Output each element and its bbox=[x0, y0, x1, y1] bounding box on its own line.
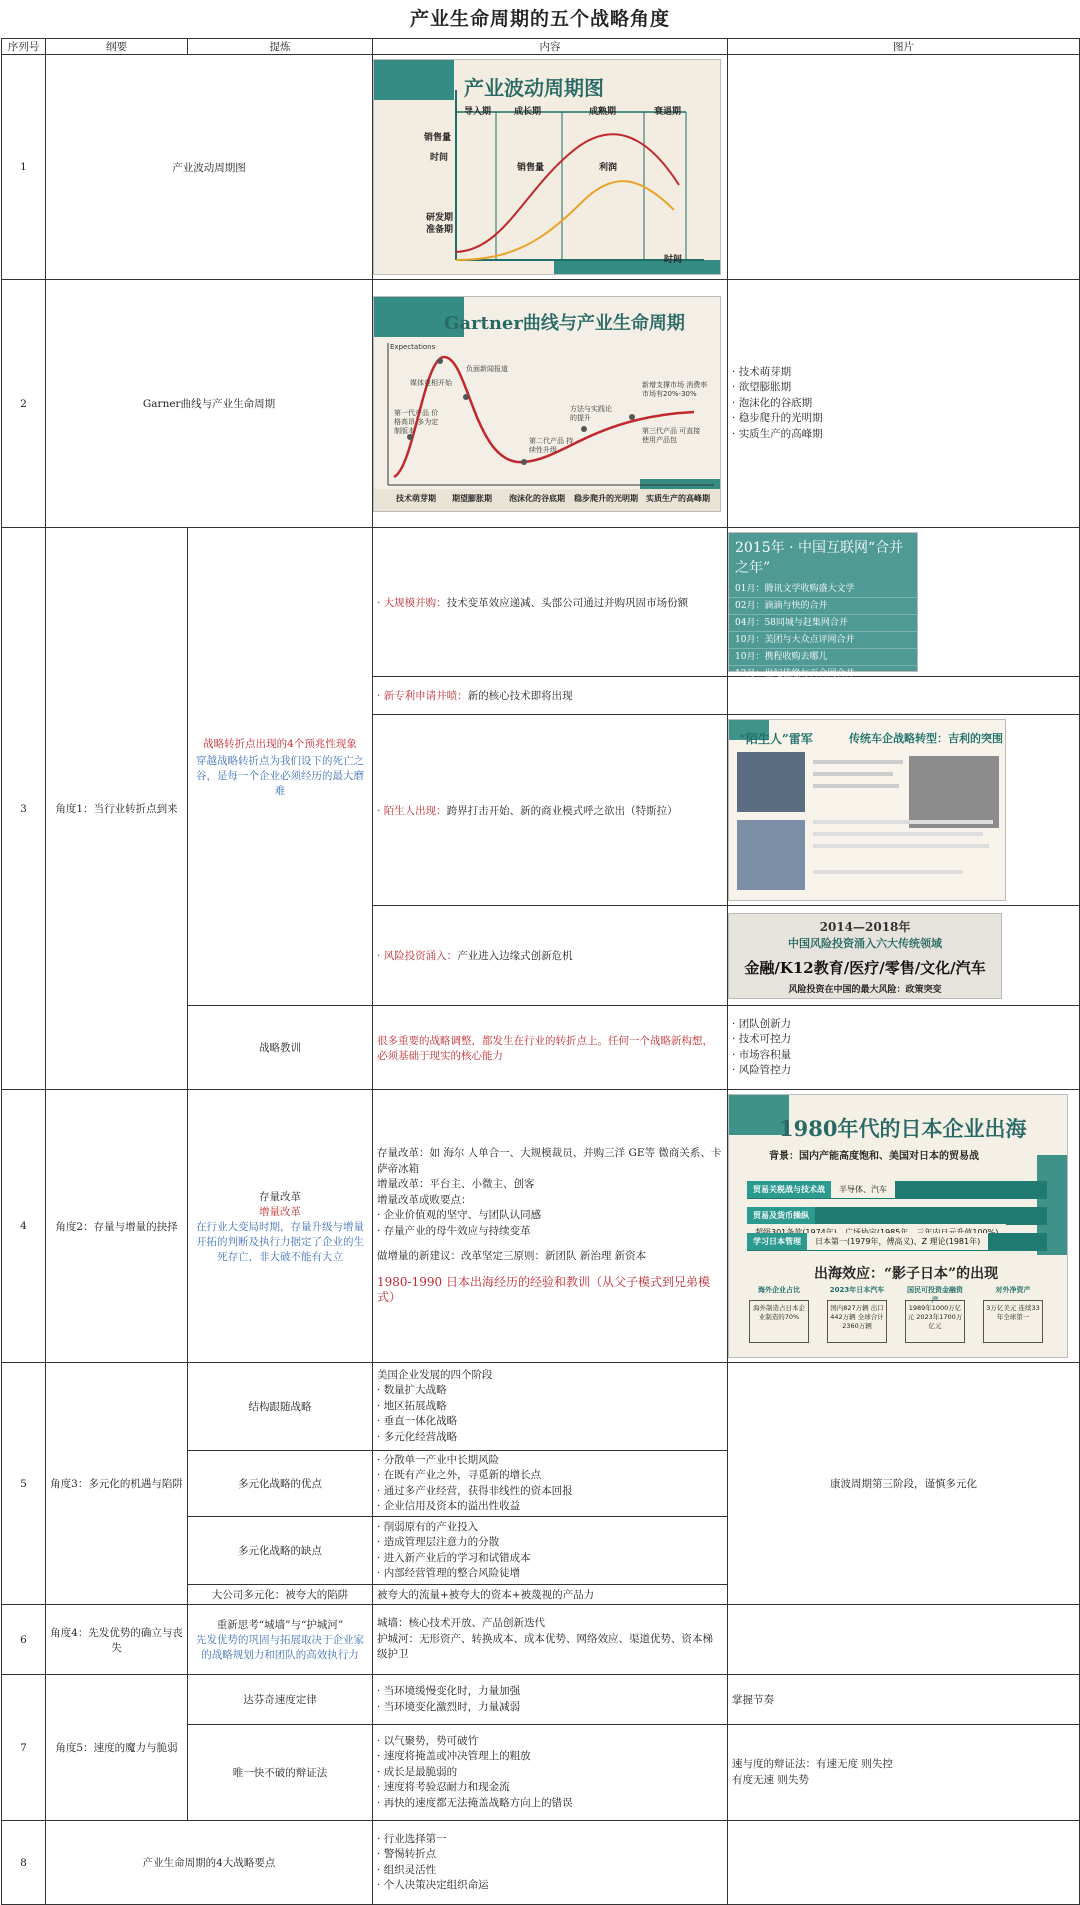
refine-cell: 唯一快不破的辩证法 bbox=[188, 1725, 373, 1821]
image-cell bbox=[728, 906, 1080, 1006]
wave-label: 销售量 bbox=[517, 163, 545, 173]
content-cell bbox=[373, 1363, 728, 1451]
content-cell bbox=[373, 1725, 728, 1821]
content-cell: · 新专利申请井喷：新的核心技术即将出现 bbox=[373, 677, 728, 715]
japan-row: 学习日本管理 日本第一(1979年，傅高义)、Z 理论(1981年) bbox=[747, 1233, 1047, 1251]
table-row bbox=[2, 1090, 1080, 1363]
content-cell bbox=[373, 1821, 728, 1905]
table-row bbox=[2, 280, 1080, 528]
row-number: 7 bbox=[2, 1675, 46, 1821]
list-item: · 欲望膨胀期 bbox=[732, 381, 792, 394]
refine-cell: 多元化战略的缺点 bbox=[188, 1517, 373, 1585]
merger-line: 02月：滴滴与快的合并 bbox=[729, 598, 917, 615]
japan-col: 2023年日本汽车 bbox=[829, 1286, 885, 1294]
merger-line: 04月：58同城与赶集网合并 bbox=[729, 615, 917, 632]
gartner-stage: 稳步爬升的光明期 bbox=[574, 493, 638, 503]
list-item: · 风险管控力 bbox=[732, 1064, 792, 1076]
japan-image bbox=[728, 1094, 1068, 1358]
content-line: 速与度的辩证法：有速无度 则失控 bbox=[732, 1758, 893, 1770]
image-cell bbox=[728, 55, 1080, 280]
refine-cell: 战略教训 bbox=[188, 1006, 373, 1090]
image-cell bbox=[728, 1725, 1080, 1821]
refine-cell bbox=[188, 528, 373, 1006]
image-cell bbox=[728, 528, 1080, 696]
header-cell: 提炼 bbox=[188, 39, 373, 55]
table-row bbox=[2, 1821, 1080, 1905]
vc-image bbox=[728, 913, 1002, 999]
japan-effect: 出海效应：“影子日本”的出现 bbox=[814, 1266, 999, 1282]
outline-cell: 产业波动周期图 bbox=[46, 55, 373, 280]
row-number: 4 bbox=[2, 1090, 46, 1363]
refine-cell bbox=[188, 1605, 373, 1675]
content-line: · 企业价值观的坚守、与团队认同感 bbox=[377, 1209, 542, 1222]
strategy-table bbox=[1, 38, 1080, 1905]
content-cell: · 大规模并购：技术变革效应递减、头部公司通过并购巩固市场份额 bbox=[373, 528, 728, 677]
content-cell bbox=[373, 1605, 728, 1675]
image-cell bbox=[728, 715, 1080, 906]
japan-col: 国民可投资金融资产 bbox=[907, 1286, 963, 1304]
content-line: 美国企业发展的四个阶段 bbox=[377, 1368, 493, 1381]
list-item: · 以气聚势，势可破竹 bbox=[377, 1734, 479, 1747]
gartner-stage: 实质生产的高峰期 bbox=[646, 493, 710, 503]
content-line: 有度无速 则失势 bbox=[732, 1773, 809, 1786]
wave-title: 产业波动周期图 bbox=[464, 76, 604, 100]
stranger-title: “陌生人”雷军 bbox=[739, 732, 813, 746]
list-item: · 市场容积量 bbox=[732, 1048, 792, 1061]
outline-cell: 产业生命周期的4大战略要点 bbox=[46, 1821, 373, 1905]
merger-2015-image bbox=[728, 532, 918, 696]
wave-cycle-image bbox=[373, 59, 721, 275]
wave-label: 时间 bbox=[430, 153, 449, 163]
refine-cell bbox=[188, 1090, 373, 1363]
content-cell bbox=[373, 1090, 728, 1363]
merger-line: 12月：世纪佳缘与百合网合并 bbox=[729, 666, 917, 683]
gartner-note: 新增支撑市场 消费率 市场有20%-30% bbox=[642, 380, 708, 398]
outline-cell: 角度1：当行业转折点到来 bbox=[46, 528, 188, 1090]
image-cell bbox=[728, 1821, 1080, 1905]
refine-blue: 穿越战略转折点为我们设下的死亡之谷，是每一个企业必须经历的最大磨难 bbox=[196, 754, 364, 797]
list-item: · 个人决策决定组织命运 bbox=[377, 1879, 489, 1891]
content-line: 护城河：无形资产、转换成本、成本优势、网络效应、渠道优势、资本梯级护卫 bbox=[377, 1632, 713, 1661]
table-row bbox=[2, 528, 1080, 677]
list-item: · 泡沫化的谷底期 bbox=[732, 396, 813, 409]
header-row bbox=[2, 39, 1080, 55]
gartner-stage-bar bbox=[374, 489, 720, 511]
list-item: · 实质生产的高峰期 bbox=[732, 427, 823, 440]
table-row bbox=[2, 1605, 1080, 1675]
list-item: · 企业信用及资本的溢出性收益 bbox=[377, 1500, 521, 1512]
gartner-title: Gartner曲线与产业生命周期 bbox=[444, 312, 685, 334]
table-row bbox=[2, 1363, 1080, 1451]
content-line: 增量改革：平台主、小微主、创客 bbox=[377, 1178, 535, 1191]
header-cell: 纲要 bbox=[46, 39, 188, 55]
header-cell: 序列号 bbox=[2, 39, 46, 55]
list-item: · 当环境变化激烈时，力量减弱 bbox=[377, 1700, 521, 1713]
stranger-image bbox=[728, 719, 1006, 901]
row-number: 1 bbox=[2, 55, 46, 280]
refine-line: 重新思考“城墙”与“护城河” bbox=[216, 1619, 344, 1631]
gartner-note: 第三代产品 可直接使用产品包 bbox=[642, 426, 701, 444]
japan-box: 1989年1000万亿元 2023年1700万亿元 bbox=[905, 1300, 965, 1343]
wave-label: 成长期 bbox=[514, 107, 542, 117]
list-item: · 地区拓展战略 bbox=[377, 1399, 447, 1412]
image-cell: 掌握节奏 bbox=[728, 1675, 1080, 1725]
gartner-chart bbox=[374, 297, 720, 511]
japan-col: 对外净资产 bbox=[995, 1286, 1031, 1294]
refine-line: 先发优势的巩固与拓展取决于企业家的战略规划力和团队的高效执行力 bbox=[196, 1634, 364, 1661]
gartner-stage: 期望膨胀期 bbox=[452, 493, 492, 503]
list-item: · 通过多产业经营，获得非线性的资本回报 bbox=[377, 1484, 573, 1497]
list-item: · 在既有产业之外，寻觅新的增长点 bbox=[377, 1469, 542, 1481]
gartner-note: 第二代产品 持续性升级 bbox=[529, 436, 574, 454]
refine-line: 增量改革 bbox=[259, 1205, 301, 1218]
japan-col: 海外企业占比 bbox=[758, 1286, 800, 1294]
row-number: 3 bbox=[2, 528, 46, 1090]
content-line: 城墙：核心技术开放、产品创新迭代 bbox=[377, 1617, 545, 1630]
header-cell: 图片 bbox=[728, 39, 1080, 55]
wave-label: 时间 bbox=[664, 255, 683, 265]
list-item: · 警惕转折点 bbox=[377, 1848, 437, 1860]
list-item: · 多元化经营战略 bbox=[377, 1430, 458, 1443]
image-cell bbox=[728, 1090, 1080, 1363]
japan-bg: 背景：国内产能高度饱和、美国对日本的贸易战 bbox=[769, 1151, 979, 1162]
content-line: 存量改革：如 海尔 人单合一、大规模裁员、并购三洋 GE等 微商关系、卡萨帝冰箱 bbox=[377, 1147, 722, 1175]
refine-cell: 达芬奇速度定律 bbox=[188, 1675, 373, 1725]
vc-sub: 中国风险投资涌入六大传统领域 bbox=[788, 936, 942, 950]
wave-label: 销售量 bbox=[424, 133, 452, 143]
row-number: 6 bbox=[2, 1605, 46, 1675]
japan-box: 国内827万辆 出口442万辆 全球合计2360万辆 bbox=[827, 1300, 887, 1343]
refine-line: 在行业大变局时期，存量升级与增量开拓的判断及执行力据定了企业的生死存亡，非大破不能有大立 bbox=[196, 1220, 364, 1263]
refine-line: 存量改革 bbox=[259, 1190, 301, 1203]
refine-red: 战略转折点出现的4个预兆性现象 bbox=[203, 737, 357, 750]
list-item: · 进入新产业后的学习和试错成本 bbox=[377, 1551, 531, 1564]
wave-chart bbox=[374, 60, 720, 274]
wave-label: 衰退期 bbox=[654, 107, 682, 117]
row-number: 8 bbox=[2, 1821, 46, 1905]
outline-cell: 角度4：先发优势的确立与丧失 bbox=[46, 1605, 188, 1675]
merger-line: 01月：腾讯文学收购盛大文学 bbox=[729, 581, 917, 598]
list-item: · 行业选择第一 bbox=[377, 1832, 447, 1845]
refine-cell: 多元化战略的优点 bbox=[188, 1451, 373, 1517]
list-item: · 成长是最脆弱的 bbox=[377, 1765, 458, 1778]
wave-label: 利润 bbox=[599, 163, 618, 173]
vc-years: 2014—2018年 bbox=[819, 919, 911, 934]
content-cell: 被夸大的流量+被夸大的资本+被蔑视的产品力 bbox=[373, 1585, 728, 1605]
list-item: · 造成管理层注意力的分散 bbox=[377, 1536, 500, 1548]
content-cell: · 风险投资涌入：产业进入边缘式创新危机 bbox=[373, 906, 728, 1006]
gartner-note: 媒体竞相开始 bbox=[410, 378, 452, 387]
gartner-note: 负面新闻报道 bbox=[466, 364, 508, 373]
content-cell bbox=[373, 1675, 728, 1725]
list-item: · 组织灵活性 bbox=[377, 1863, 437, 1876]
content-line-red: 1980-1990 日本出海经历的经验和教训（从父子模式到兄弟模式） bbox=[377, 1274, 710, 1305]
gartner-stage: 泡沫化的谷底期 bbox=[509, 493, 565, 503]
vc-fields: 金融/K12教育/医疗/零售/文化/汽车 bbox=[744, 958, 986, 977]
list-item: · 分散单一产业中长期风险 bbox=[377, 1453, 500, 1466]
list-item: · 稳步爬升的光明期 bbox=[732, 412, 823, 425]
wave-label: 研发期 bbox=[426, 213, 454, 223]
list-item: · 数量扩大战略 bbox=[377, 1384, 447, 1397]
outline-cell: 角度2：存量与增量的抉择 bbox=[46, 1090, 188, 1363]
content-cell bbox=[373, 1451, 728, 1517]
japan-row: 贸易及货币操纵 bbox=[747, 1207, 1047, 1225]
content-cell: · 陌生人出现：跨界打击开始、新的商业模式呼之欲出（特斯拉） bbox=[373, 715, 728, 906]
merger-line: 10月：携程收购去哪儿 bbox=[729, 649, 917, 666]
merger-line: 10月：美团与大众点评网合并 bbox=[729, 632, 917, 649]
content-line: 做增量的新建议：改革坚定三原则：新团队 新治理 新资本 bbox=[377, 1250, 647, 1263]
vc-risk: 风险投资在中国的最大风险：政策突变 bbox=[788, 984, 942, 995]
content-line: 增量改革成败要点： bbox=[377, 1193, 472, 1206]
image-cell: 康波周期第三阶段，谨慎多元化 bbox=[728, 1363, 1080, 1605]
content-cell bbox=[373, 280, 728, 528]
content-cell bbox=[373, 1517, 728, 1585]
wave-label: 成熟期 bbox=[589, 107, 617, 117]
content-line: · 存量产业的母牛效应与持续变革 bbox=[377, 1224, 531, 1237]
list-item: · 当环境缓慢变化时，力量加强 bbox=[377, 1685, 521, 1697]
list-item: · 速度将考验忍耐力和现金流 bbox=[377, 1781, 510, 1794]
refine-cell: 大公司多元化：被夸大的陷阱 bbox=[188, 1585, 373, 1605]
gartner-axis: Expectations bbox=[390, 342, 436, 351]
outline-cell: 角度3：多元化的机遇与陷阱 bbox=[46, 1363, 188, 1605]
table-row bbox=[2, 55, 1080, 280]
outline-cell: Garner曲线与产业生命周期 bbox=[46, 280, 373, 528]
row-number: 5 bbox=[2, 1363, 46, 1605]
refine-cell: 结构跟随战略 bbox=[188, 1363, 373, 1451]
japan-row: 贸易关税战与技术战 半导体、汽车 bbox=[747, 1181, 1047, 1199]
image-cell bbox=[728, 1006, 1080, 1090]
row-number: 2 bbox=[2, 280, 46, 528]
wave-label: 准备期 bbox=[426, 225, 454, 235]
japan-box: 3万亿美元 连续33年全球第一 bbox=[983, 1300, 1043, 1343]
table-row bbox=[2, 1675, 1080, 1725]
image-cell bbox=[728, 280, 1080, 528]
page-title: 产业生命周期的五个战略角度 bbox=[409, 8, 670, 30]
merger-head: 2015年 · 中国互联网“合并之年” bbox=[735, 540, 904, 576]
list-item: · 垂直一体化战略 bbox=[377, 1415, 458, 1428]
gartner-image bbox=[373, 296, 721, 512]
japan-title: 1980年代的日本企业出海 bbox=[779, 1116, 1027, 1141]
list-item: · 技术可控力 bbox=[732, 1033, 792, 1045]
gartner-stage: 技术萌芽期 bbox=[396, 493, 436, 503]
list-item: · 内部经营管理的整合风险徒增 bbox=[377, 1567, 521, 1579]
gartner-note: 方法与实践论 的提升 bbox=[570, 404, 612, 422]
outline-cell: 角度5：速度的魔力与脆弱 bbox=[46, 1675, 188, 1821]
image-cell bbox=[728, 1605, 1080, 1675]
list-item: · 技术萌芽期 bbox=[732, 365, 792, 378]
geely-title: 传统车企战略转型：吉利的突围 bbox=[849, 732, 1003, 745]
list-item: · 再快的速度都无法掩盖战略方向上的错误 bbox=[377, 1796, 573, 1809]
japan-box: 海外制造占日本企业制造的70% bbox=[749, 1300, 809, 1343]
content-cell: 很多重要的战略调整，都发生在行业的转折点上。任何一个战略新构想，必须基础于现实的核心能力 bbox=[373, 1006, 728, 1090]
merger-line: 12月：美丽说与蘑菇街合并 bbox=[729, 683, 917, 700]
wave-label: 导入期 bbox=[464, 107, 492, 117]
gartner-note: 第一代产品 价格高昂 多为定制版本 bbox=[394, 408, 439, 435]
content-cell bbox=[373, 55, 728, 280]
header-cell: 内容 bbox=[373, 39, 728, 55]
list-item: · 速度将掩盖或冲决管理上的粗放 bbox=[377, 1750, 531, 1763]
list-item: · 削弱原有的产业投入 bbox=[377, 1520, 479, 1533]
list-item: · 团队创新力 bbox=[732, 1017, 792, 1030]
